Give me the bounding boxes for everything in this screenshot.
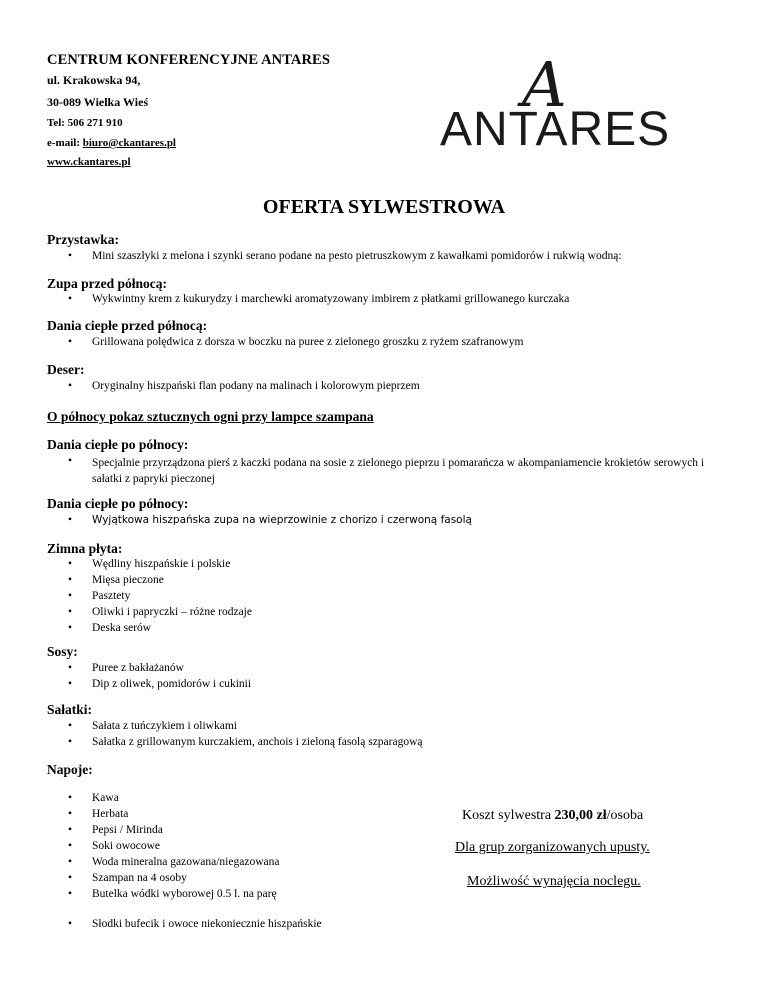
bullet-icon: • bbox=[68, 293, 73, 305]
list-item-text: Sałatka z grillowanym kurczakiem, anchois i zieloną fasolą szparagową bbox=[92, 736, 423, 748]
bullet-icon: • bbox=[68, 380, 73, 392]
bullet-icon: • bbox=[68, 250, 73, 262]
email-link[interactable]: biuro@ckantares.pl bbox=[82, 137, 176, 149]
list-item-text: Wyjątkowa hiszpańska zupa na wieprzowinie z chorizo i czerwoną fasolą bbox=[92, 514, 472, 526]
list-item-text: Pepsi / Mirinda bbox=[92, 824, 163, 836]
antares-logo bbox=[440, 48, 715, 160]
bullet-icon: • bbox=[68, 558, 73, 570]
list-item-text: Kawa bbox=[92, 792, 119, 804]
bullet-icon: • bbox=[68, 824, 73, 836]
section-heading-sosy: Sosy: bbox=[47, 644, 78, 659]
bullet-icon: • bbox=[68, 606, 73, 618]
price-line bbox=[462, 808, 643, 824]
list-item-text: Słodki bufecik i owoce niekoniecznie hiszpańskie bbox=[92, 918, 322, 930]
price-amount: 230,00 zł bbox=[554, 808, 607, 823]
bullet-icon: • bbox=[68, 808, 73, 820]
list-item-text: Deska serów bbox=[92, 622, 152, 634]
section-heading-przystawka: Przystawka: bbox=[47, 232, 119, 247]
section-heading-dania-przed: Dania ciepłe przed północą: bbox=[47, 318, 208, 333]
logo-monogram: A bbox=[522, 48, 567, 121]
section-heading-dania-po-1: Dania ciepłe po północy: bbox=[47, 437, 189, 452]
bullet-icon: • bbox=[68, 622, 73, 634]
group-discount-note: Dla grup zorganizowanych upusty. bbox=[455, 840, 650, 855]
bullet-icon: • bbox=[68, 872, 73, 884]
list-item-text: Sałata z tuńczykiem i oliwkami bbox=[92, 720, 237, 732]
bullet-icon: • bbox=[68, 455, 73, 467]
bullet-icon: • bbox=[68, 590, 73, 602]
bullet-icon: • bbox=[68, 336, 73, 348]
email-label: e-mail: bbox=[47, 137, 83, 149]
fireworks-announcement: O północy pokaz sztucznych ogni przy lampce szampana bbox=[47, 409, 374, 424]
bullet-icon: • bbox=[68, 720, 73, 732]
bullet-icon: • bbox=[68, 514, 73, 526]
bullet-icon: • bbox=[68, 840, 73, 852]
list-item-text: Specjalnie przyrządzona pierś z kaczki podana na sosie z zielonego pieprzu i pomarańcza w akompaniamencie krokietów serowych i sałatki z papryki pieczonej bbox=[92, 457, 705, 485]
list-item-text: Woda mineralna gazowana/niegazowana bbox=[92, 856, 280, 868]
section-heading-zimna-plyta: Zimna płyta: bbox=[47, 541, 123, 556]
bullet-icon: • bbox=[68, 662, 73, 674]
logo-wordmark: ANTARES bbox=[440, 103, 671, 156]
list-item-text: Pasztety bbox=[92, 590, 131, 602]
list-item-text: Mięsa pieczone bbox=[92, 574, 164, 586]
price-suffix: /osoba bbox=[606, 808, 644, 823]
list-item-text: Grillowana polędwica z dorsza w boczku na puree z zielonego groszku z ryżem szafranowym bbox=[92, 336, 524, 348]
list-item-text: Soki owocowe bbox=[92, 840, 161, 852]
bullet-icon: • bbox=[68, 574, 73, 586]
address-city: 30-089 Wielka Wieś bbox=[47, 95, 149, 109]
phone: Tel: 506 271 910 bbox=[47, 117, 123, 129]
list-item-text: Herbata bbox=[92, 808, 129, 820]
list-item-text: Wędliny hiszpańskie i polskie bbox=[92, 558, 231, 570]
list-item-text: Oryginalny hiszpański flan podany na malinach i kolorowym pieprzem bbox=[92, 380, 420, 392]
list-item-text: Puree z bakłażanów bbox=[92, 662, 184, 674]
bullet-icon: • bbox=[68, 856, 73, 868]
price-prefix: Koszt sylwestra bbox=[462, 808, 555, 823]
lodging-note: Możliwość wynajęcia noclegu. bbox=[467, 874, 641, 889]
list-item-text: Wykwintny krem z kukurydzy i marchewki aromatyzowany imbirem z płatkami grillowanego kurczaka bbox=[92, 293, 570, 305]
list-item-text: Butelka wódki wyborowej 0.5 l. na parę bbox=[92, 888, 277, 900]
section-heading-salatki: Sałatki: bbox=[47, 702, 93, 717]
bullet-icon: • bbox=[68, 736, 73, 748]
website-link[interactable]: www.ckantares.pl bbox=[47, 156, 131, 168]
list-item-text: Szampan na 4 osoby bbox=[92, 872, 187, 884]
bullet-icon: • bbox=[68, 888, 73, 900]
section-heading-napoje: Napoje: bbox=[47, 762, 93, 777]
address-street: ul. Krakowska 94, bbox=[47, 73, 141, 87]
list-item-text: Dip z oliwek, pomidorów i cukinii bbox=[92, 678, 252, 690]
list-item-text: Mini szaszłyki z melona i szynki serano podane na pesto pietruszkowym z kawałkami pomidorów i rukwią wodną: bbox=[92, 250, 622, 262]
page-title: OFERTA SYLWESTROWA bbox=[262, 196, 506, 218]
company-name: CENTRUM KONFERENCYJNE ANTARES bbox=[47, 52, 330, 68]
list-item-text: Oliwki i papryczki – różne rodzaje bbox=[92, 606, 252, 618]
section-heading-zupa: Zupa przed północą: bbox=[47, 276, 168, 291]
bullet-icon: • bbox=[68, 918, 73, 930]
email-line bbox=[47, 137, 176, 149]
section-heading-dania-po-2: Dania ciepłe po północy: bbox=[47, 496, 189, 511]
section-heading-deser: Deser: bbox=[47, 362, 85, 377]
bullet-icon: • bbox=[68, 792, 73, 804]
bullet-icon: • bbox=[68, 678, 73, 690]
